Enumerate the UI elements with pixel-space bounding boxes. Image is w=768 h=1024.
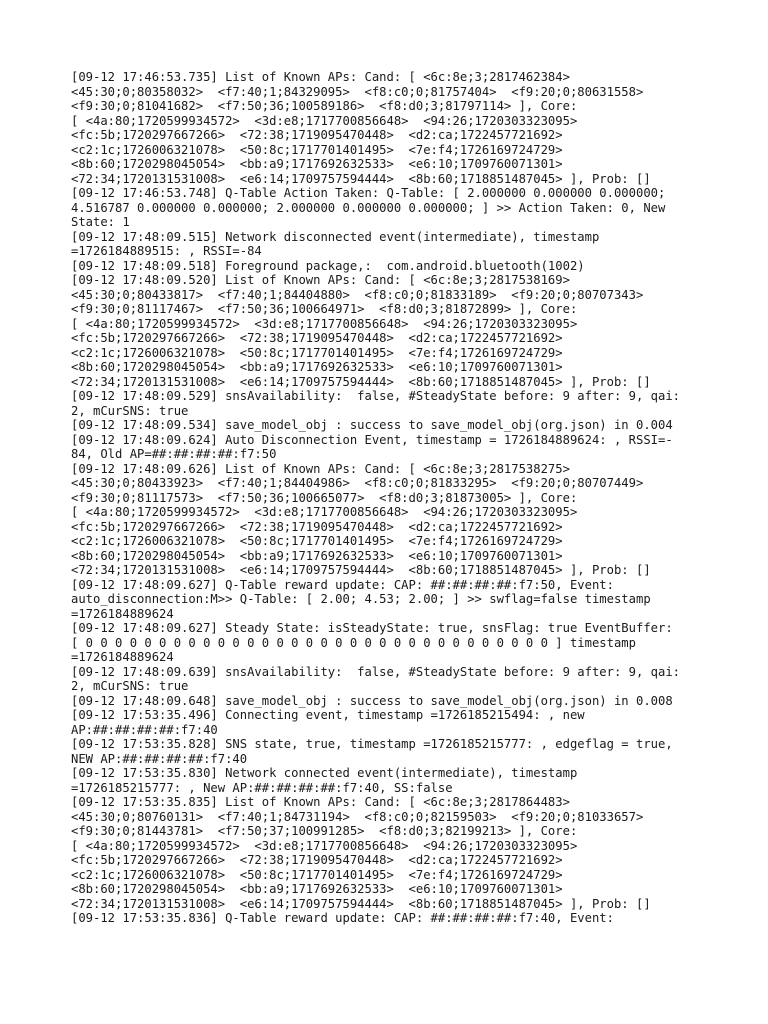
log-line: <8b:60;1720298045054> <bb:a9;1717692632533> <e6:10;1709760071301> <box>71 548 563 563</box>
log-line: [09-12 17:53:35.828] SNS state, true, timestamp =1726185215777: , edgeflag = true, <box>71 737 673 751</box>
log-line: <8b:60;1720298045054> <bb:a9;1717692632533> <e6:10;1709760071301> <box>71 882 563 896</box>
log-line: [ <4a:80;1720599934572> <3d:e8;1717700856648> <94:26;1720303323095> <box>71 505 578 519</box>
log-line: [09-12 17:53:35.830] Network connected event(intermediate), timestamp <box>71 766 578 780</box>
log-line: <45:30;0;80760131> <f7:40;1;84731194> <f8:c0;0;82159503> <f9:20;0;81033657> <box>71 809 644 824</box>
log-line: [09-12 17:48:09.627] Steady State: isSteadyState: true, snsFlag: true EventBuffer: <box>71 621 673 635</box>
log-line: [09-12 17:48:09.518] Foreground package,: com.android.bluetooth(1002) <box>71 258 585 273</box>
log-line: 2, mCurSNS: true <box>71 679 189 693</box>
log-line: [ <4a:80;1720599934572> <3d:e8;1717700856648> <94:26;1720303323095> <box>71 838 578 853</box>
log-line: <f9:30;0;81443781> <f7:50;37;100991285> <f8:d0;3;82199213> ], Core: <box>71 824 578 838</box>
log-line: <72:34;1720131531008> <e6:14;1709757594444> <8b:60;1718851487045> ], Prob: [] <box>71 171 651 186</box>
log-line: <c2:1c;1726006321078> <50:8c;1717701401495> <7e:f4;1726169724729> <box>71 867 563 882</box>
log-line: <45:30;0;80433817> <f7:40;1;84404880> <f8:c0;0;81833189> <f9:20;0;80707343> <box>71 287 644 302</box>
log-line: =1726184889515: , RSSI=-84 <box>71 244 262 258</box>
log-line: <72:34;1720131531008> <e6:14;1709757594444> <8b:60;1718851487045> ], Prob: [] <box>71 374 651 389</box>
log-line: 2, mCurSNS: true <box>71 403 189 418</box>
log-line: <45:30;0;80358032> <f7:40;1;84329095> <f8:c0;0;81757404> <f9:20;0;80631558> <box>71 84 644 99</box>
log-line: 4.516787 0.000000 0.000000; 2.000000 0.000000 0.000000; ] >> Action Taken: 0, New <box>71 200 666 215</box>
log-line: [09-12 17:48:09.627] Q-Table reward update: CAP: ##:##:##:##:f7:50, Event: <box>71 577 614 592</box>
log-line: <72:34;1720131531008> <e6:14;1709757594444> <8b:60;1718851487045> ], Prob: [] <box>71 563 651 577</box>
log-line: <8b:60;1720298045054> <bb:a9;1717692632533> <e6:10;1709760071301> <box>71 360 563 374</box>
log-line: <f9:30;0;81041682> <f7:50;36;100589186> <f8:d0;3;81797114> ], Core: <box>71 99 578 113</box>
log-line: [09-12 17:48:09.520] List of Known APs: Cand: [ <6c:8e;3;2817538169> <box>71 273 570 287</box>
log-line: <fc:5b;1720297667266> <72:38;1719095470448> <d2:ca;1722457721692> <box>71 331 563 345</box>
log-line: =1726184889624 <box>71 650 174 664</box>
log-line: <8b:60;1720298045054> <bb:a9;1717692632533> <e6:10;1709760071301> <box>71 157 563 171</box>
log-line: <fc:5b;1720297667266> <72:38;1719095470448> <d2:ca;1722457721692> <box>71 128 563 142</box>
log-line: <f9:30;0;81117467> <f7:50;36;100664971> <f8:d0;3;81872899> ], Core: <box>71 302 578 316</box>
log-line: <c2:1c;1726006321078> <50:8c;1717701401495> <7e:f4;1726169724729> <box>71 142 563 157</box>
log-line: <c2:1c;1726006321078> <50:8c;1717701401495> <7e:f4;1726169724729> <box>71 345 563 360</box>
log-line: [09-12 17:48:09.534] save_model_obj : success to save_model_obj(org.json) in 0.004 <box>71 418 673 432</box>
log-line: State: 1 <box>71 215 130 229</box>
log-line: [09-12 17:48:09.624] Auto Disconnection Event, timestamp = 1726184889624: , RSSI=- <box>71 432 673 447</box>
log-line: <45:30;0;80433923> <f7:40;1;84404986> <f8:c0;0;81833295> <f9:20;0;80707449> <box>71 476 644 490</box>
log-line: [09-12 17:46:53.748] Q-Table Action Taken: Q-Table: [ 2.000000 0.000000 0.000000; <box>71 186 666 200</box>
log-line: =1726185215777: , New AP:##:##:##:##:f7:40, SS:false <box>71 780 453 795</box>
log-line: <fc:5b;1720297667266> <72:38;1719095470448> <d2:ca;1722457721692> <box>71 853 563 867</box>
log-line: <c2:1c;1726006321078> <50:8c;1717701401495> <7e:f4;1726169724729> <box>71 534 563 548</box>
log-line: [09-12 17:48:09.626] List of Known APs: Cand: [ <6c:8e;3;2817538275> <box>71 461 570 476</box>
log-line: [09-12 17:48:09.529] snsAvailability: false, #SteadyState before: 9 after: 9, qai: <box>71 389 681 403</box>
log-line: [09-12 17:48:09.648] save_model_obj : success to save_model_obj(org.json) in 0.008 <box>71 693 673 708</box>
log-document <box>71 70 701 926</box>
log-line: auto_disconnection:M>> Q-Table: [ 2.00; 4.53; 2.00; ] >> swflag=false timestamp <box>71 592 651 606</box>
log-line: [ 0 0 0 0 0 0 0 0 0 0 0 0 0 0 0 0 0 0 0 0 0 0 0 0 0 0 0 0 0 0 0 0 ] timestamp <box>71 635 636 650</box>
log-line: [09-12 17:53:35.496] Connecting event, timestamp =1726185215494: , new <box>71 708 585 722</box>
log-line: [09-12 17:53:35.835] List of Known APs: Cand: [ <6c:8e;3;2817864483> <box>71 795 570 809</box>
log-line: [09-12 17:53:35.836] Q-Table reward update: CAP: ##:##:##:##:f7:40, Event: <box>71 911 614 925</box>
log-line: [09-12 17:48:09.639] snsAvailability: false, #SteadyState before: 9 after: 9, qai: <box>71 664 681 679</box>
log-line: [09-12 17:48:09.515] Network disconnected event(intermediate), timestamp <box>71 229 600 244</box>
log-line: NEW AP:##:##:##:##:f7:40 <box>71 751 248 766</box>
log-line: <72:34;1720131531008> <e6:14;1709757594444> <8b:60;1718851487045> ], Prob: [] <box>71 896 651 911</box>
log-line: <fc:5b;1720297667266> <72:38;1719095470448> <d2:ca;1722457721692> <box>71 519 563 534</box>
log-line: AP:##:##:##:##:f7:40 <box>71 722 218 737</box>
log-line: =1726184889624 <box>71 606 174 621</box>
log-line: <f9:30;0;81117573> <f7:50;36;100665077> <f8:d0;3;81873005> ], Core: <box>71 490 578 505</box>
log-line: [ <4a:80;1720599934572> <3d:e8;1717700856648> <94:26;1720303323095> <box>71 316 578 331</box>
log-line: 84, Old AP=##:##:##:##:f7:50 <box>71 447 277 461</box>
log-line: [ <4a:80;1720599934572> <3d:e8;1717700856648> <94:26;1720303323095> <box>71 113 578 128</box>
log-line: [09-12 17:46:53.735] List of Known APs: Cand: [ <6c:8e;3;2817462384> <box>71 70 570 84</box>
